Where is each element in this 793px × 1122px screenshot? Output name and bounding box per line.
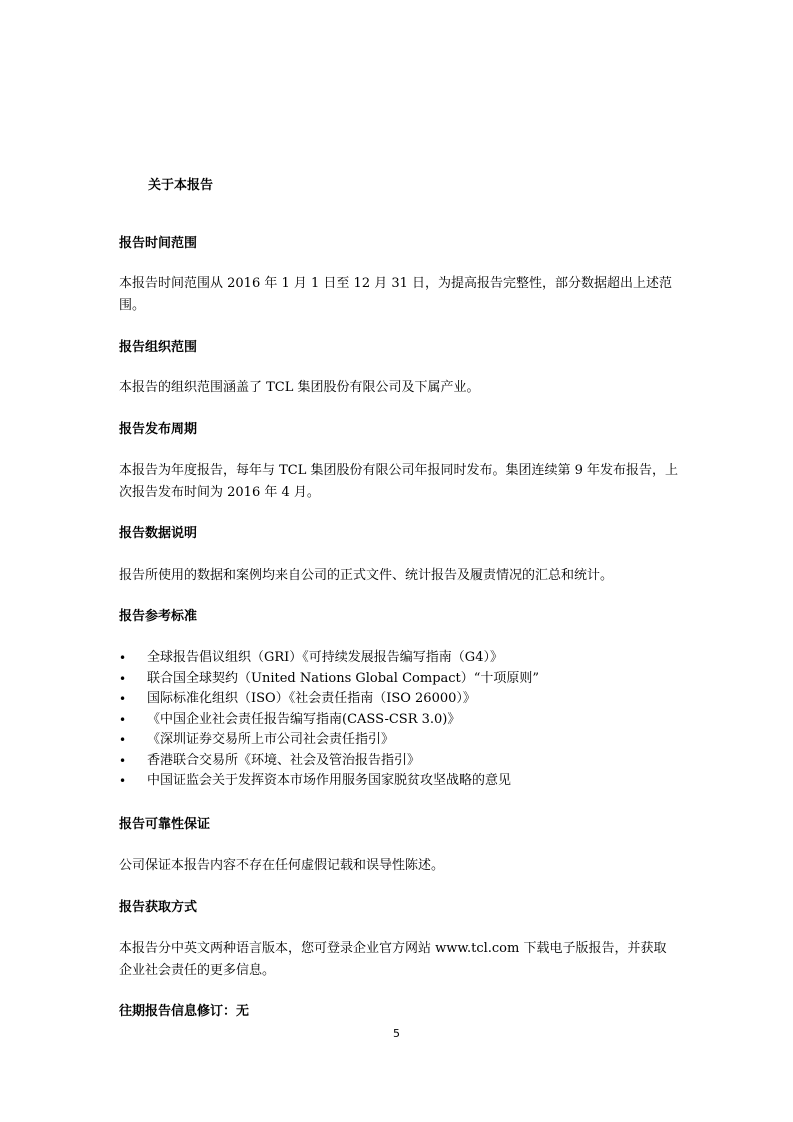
section-reference-standards bbox=[119, 607, 679, 627]
section-data-note-body bbox=[119, 565, 679, 587]
list-item bbox=[119, 751, 679, 772]
list-item bbox=[119, 710, 679, 731]
section-org-scope bbox=[119, 338, 679, 358]
section-heading: 报告数据说明 bbox=[119, 526, 198, 541]
section-heading: 报告参考标准 bbox=[119, 609, 198, 624]
section-heading: 报告可靠性保证 bbox=[119, 817, 211, 832]
bullet-icon: • bbox=[119, 753, 127, 768]
list-item-text: 香港联合交易所《环境、社会及管治报告指引》 bbox=[147, 752, 421, 768]
list-item bbox=[119, 771, 679, 792]
bullet-icon: • bbox=[119, 712, 127, 727]
section-revision bbox=[119, 1002, 679, 1022]
list-item-text: 全球报告倡议组织（GRI）《可持续发展报告编写指南（G4）》 bbox=[147, 650, 503, 665]
section-org-scope-body bbox=[119, 377, 679, 399]
section-paragraph: 本报告为年度报告，每年与 TCL 集团股份有限公司年报同时发布。集团连续第 9 年发布报告，上次报告发布时间为 2016 年 4 月。 bbox=[119, 463, 679, 500]
section-reliability-body bbox=[119, 855, 679, 877]
list-item-text: 中国证监会关于发挥资本市场作用服务国家脱贫攻坚战略的意见 bbox=[147, 773, 512, 788]
section-paragraph: 本报告分中英文两种语言版本，您可登录企业官方网站 www.tcl.com 下载电子版报告，并获取企业社会责任的更多信息。 bbox=[119, 941, 667, 978]
list-item bbox=[119, 730, 679, 751]
section-release-cycle bbox=[119, 420, 679, 440]
list-item bbox=[119, 669, 679, 690]
section-heading: 报告组织范围 bbox=[119, 340, 198, 355]
section-time-scope bbox=[119, 234, 679, 254]
page-title: 关于本报告 bbox=[148, 178, 214, 193]
section-paragraph: 公司保证本报告内容不存在任何虚假记载和误导性陈述。 bbox=[119, 858, 445, 873]
section-paragraph: 报告所使用的数据和案例均来自公司的正式文件、统计报告及履责情况的汇总和统计。 bbox=[119, 568, 614, 583]
section-paragraph: 本报告的组织范围涵盖了 TCL 集团股份有限公司及下属产业。 bbox=[119, 380, 480, 395]
section-heading: 往期报告信息修订：无 bbox=[119, 1004, 250, 1019]
bullet-icon: • bbox=[119, 651, 127, 665]
bullet-list bbox=[119, 648, 679, 792]
section-access-body bbox=[119, 938, 679, 982]
bullet-icon: • bbox=[119, 671, 127, 686]
list-item-text: 国际标准化组织（ISO）《社会责任指南（ISO 26000）》 bbox=[147, 691, 476, 706]
section-paragraph: 本报告时间范围从 2016 年 1 月 1 日至 12 月 31 日，为提高报告完整性，部分数据超出上述范围。 bbox=[119, 276, 673, 313]
reference-standards-list bbox=[119, 648, 679, 792]
list-item-text: 《深圳证券交易所上市公司社会责任指引》 bbox=[147, 732, 395, 747]
bullet-icon: • bbox=[119, 774, 127, 788]
section-access bbox=[119, 898, 679, 918]
section-reliability bbox=[119, 815, 679, 835]
section-release-cycle-body bbox=[119, 460, 679, 504]
bullet-icon: • bbox=[119, 733, 127, 747]
section-time-scope-body bbox=[119, 273, 679, 317]
list-item bbox=[119, 689, 679, 710]
section-heading: 报告时间范围 bbox=[119, 236, 198, 251]
list-item-text: 联合国全球契约（United Nations Global Compact）“十项原则” bbox=[147, 670, 540, 686]
section-heading: 报告获取方式 bbox=[119, 900, 198, 915]
page-number: 5 bbox=[393, 1027, 400, 1040]
section-heading: 报告发布周期 bbox=[119, 422, 198, 437]
bullet-icon: • bbox=[119, 692, 127, 706]
list-item-text: 《中国企业社会责任报告编写指南(CASS-CSR 3.0)》 bbox=[147, 711, 461, 727]
list-item bbox=[119, 648, 679, 669]
section-data-note bbox=[119, 524, 679, 544]
